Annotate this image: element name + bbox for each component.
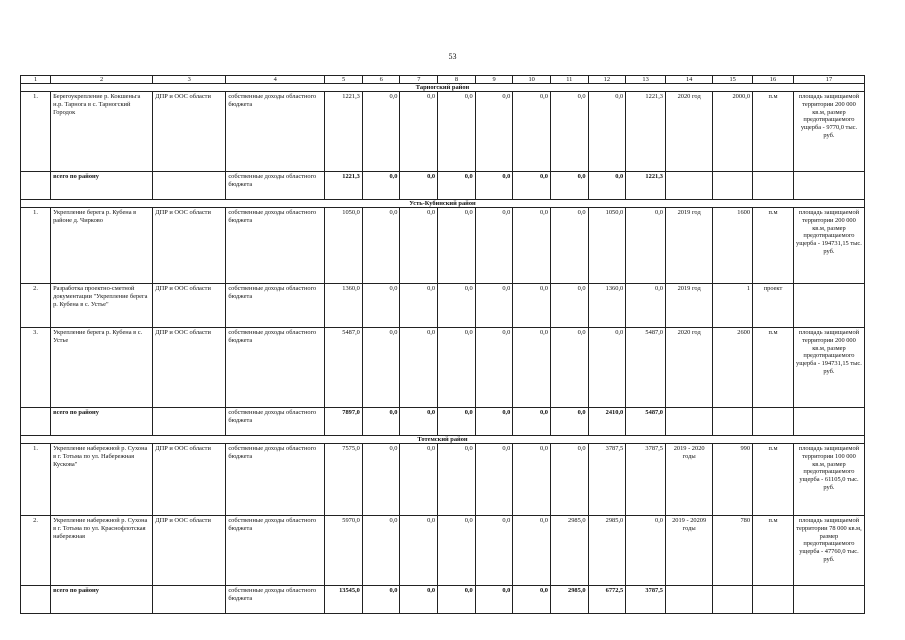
total-row [21, 586, 865, 614]
table-cell [666, 172, 713, 200]
table-cell: 0,0 [362, 92, 400, 172]
table-cell: 13545,0 [325, 586, 363, 614]
district-row [21, 84, 865, 92]
table-cell: 0,0 [513, 284, 551, 328]
table-cell: 7575,0 [325, 444, 363, 516]
table-cell: 0,0 [438, 444, 476, 516]
table-cell: 1050,0 [325, 208, 363, 284]
table-cell [713, 586, 753, 614]
table-cell: 0,0 [513, 586, 551, 614]
table-cell: 0,0 [475, 586, 513, 614]
table-cell: собственные доходы областного бюджета [226, 516, 325, 586]
table-cell: площадь защищаемой территории 78 000 кв.м, размер предотвращаемого ущерба - 47760,0 тыс. руб. [793, 516, 864, 586]
table-cell [753, 586, 794, 614]
table-cell [793, 284, 864, 328]
table-cell: 2600 [713, 328, 753, 408]
column-header: 4 [226, 76, 325, 84]
table-cell: 0,0 [475, 408, 513, 436]
table-cell: 2019 - 20209 годы [666, 516, 713, 586]
district-row [21, 436, 865, 444]
table-cell: 1360,0 [325, 284, 363, 328]
table-cell: 2985,0 [588, 516, 626, 586]
table-cell: 0,0 [400, 284, 438, 328]
district-row [21, 200, 865, 208]
table-cell: площадь защищаемой территории 200 000 кв.м, размер предотвращаемого ущерба - 9770,0 тыс. руб. [793, 92, 864, 172]
table-cell: ДПР и ООС области [153, 444, 226, 516]
table-cell: 0,0 [475, 328, 513, 408]
table-cell: 5970,0 [325, 516, 363, 586]
table-cell: 0,0 [362, 284, 400, 328]
table-cell [753, 408, 794, 436]
table-cell: 1221,3 [325, 172, 363, 200]
table-cell: 0,0 [400, 444, 438, 516]
table-cell: 0,0 [550, 208, 588, 284]
table-cell: 0,0 [588, 328, 626, 408]
table-cell: 0,0 [513, 208, 551, 284]
table-cell [153, 408, 226, 436]
table-cell [21, 172, 51, 200]
page-number: 53 [448, 52, 457, 61]
district-title: Усть-Кубинский район [21, 200, 865, 208]
table-cell: 3787,5 [588, 444, 626, 516]
table-cell: 0,0 [475, 516, 513, 586]
table-cell: 0,0 [400, 408, 438, 436]
table-cell: 2020 год [666, 328, 713, 408]
table-cell: 0,0 [550, 408, 588, 436]
table-cell: площадь защищаемой территории 200 000 кв.м, размер предотвращаемого ущерба - 194731,15 тыс. руб. [793, 208, 864, 284]
table-cell: п.м [753, 444, 794, 516]
column-header: 8 [438, 76, 476, 84]
table-cell [713, 172, 753, 200]
column-header: 1 [21, 76, 51, 84]
table-cell: 1050,0 [588, 208, 626, 284]
table-cell: всего по району [51, 172, 153, 200]
table-cell: 0,0 [550, 92, 588, 172]
table-cell: 990 [713, 444, 753, 516]
table-cell: 1360,0 [588, 284, 626, 328]
table-cell [666, 586, 713, 614]
column-header: 12 [588, 76, 626, 84]
table-cell: 6772,5 [588, 586, 626, 614]
table-cell: 0,0 [513, 408, 551, 436]
table-cell: 0,0 [400, 92, 438, 172]
column-header: 16 [753, 76, 794, 84]
table-cell: собственные доходы областного бюджета [226, 408, 325, 436]
table-cell: 5487,0 [325, 328, 363, 408]
table-cell: 0,0 [400, 208, 438, 284]
district-title: Тарногский район [21, 84, 865, 92]
table-cell: 3787,5 [626, 586, 666, 614]
table-cell: 5487,0 [626, 408, 666, 436]
table-cell [153, 586, 226, 614]
table-cell [793, 172, 864, 200]
table-cell: Укрепление берега р. Кубена в с. Устье [51, 328, 153, 408]
table-cell: п.м [753, 208, 794, 284]
table-row [21, 208, 865, 284]
table-cell [153, 172, 226, 200]
table-row [21, 516, 865, 586]
column-header: 2 [51, 76, 153, 84]
table-cell: 0,0 [475, 284, 513, 328]
table-cell: 0,0 [588, 172, 626, 200]
table-cell: ДПР и ООС области [153, 92, 226, 172]
table-cell: 0,0 [588, 92, 626, 172]
district-title: Тотемский район [21, 436, 865, 444]
table-cell: 1. [21, 208, 51, 284]
table-cell: ДПР и ООС области [153, 516, 226, 586]
table-cell: ДПР и ООС области [153, 284, 226, 328]
table-cell: 0,0 [513, 172, 551, 200]
table-cell: 0,0 [513, 328, 551, 408]
table-cell: 0,0 [438, 172, 476, 200]
table-cell: собственные доходы областного бюджета [226, 444, 325, 516]
table-cell: 3. [21, 328, 51, 408]
table-cell: 0,0 [400, 328, 438, 408]
table-cell: 0,0 [438, 92, 476, 172]
table-cell: п.м [753, 328, 794, 408]
table-row [21, 92, 865, 172]
column-header: 11 [550, 76, 588, 84]
table-cell: п.м [753, 92, 794, 172]
table-cell: всего по району [51, 586, 153, 614]
table-cell: 0,0 [438, 586, 476, 614]
table-cell: собственные доходы областного бюджета [226, 92, 325, 172]
total-row [21, 172, 865, 200]
table-cell: 1600 [713, 208, 753, 284]
table-cell: 0,0 [513, 516, 551, 586]
table-cell: собственные доходы областного бюджета [226, 284, 325, 328]
table-cell: 2000,0 [713, 92, 753, 172]
table-cell: Укрепление набережной р. Сухона в г. Тотьма по ул. Набережная Кускова" [51, 444, 153, 516]
column-header: 14 [666, 76, 713, 84]
table-cell: п.м [753, 516, 794, 586]
table-cell: 0,0 [400, 516, 438, 586]
table-cell: 0,0 [475, 92, 513, 172]
table-cell: 0,0 [438, 328, 476, 408]
column-header: 9 [475, 76, 513, 84]
table-cell: 0,0 [550, 328, 588, 408]
table-cell: 0,0 [362, 444, 400, 516]
column-header: 6 [362, 76, 400, 84]
table-cell: 0,0 [362, 328, 400, 408]
table-cell: собственные доходы областного бюджета [226, 172, 325, 200]
table-cell: 1. [21, 92, 51, 172]
table-cell: 1 [713, 284, 753, 328]
table-cell: 0,0 [362, 208, 400, 284]
table-cell: 2019 - 2020 годы [666, 444, 713, 516]
table-cell: 2020 год [666, 92, 713, 172]
table-cell: 3787,5 [626, 444, 666, 516]
column-header: 5 [325, 76, 363, 84]
table-cell: собственные доходы областного бюджета [226, 328, 325, 408]
table-cell: 0,0 [362, 516, 400, 586]
column-header: 17 [793, 76, 864, 84]
column-header: 3 [153, 76, 226, 84]
table-cell: 780 [713, 516, 753, 586]
table-cell [793, 586, 864, 614]
table-cell [666, 408, 713, 436]
table-cell: 0,0 [438, 408, 476, 436]
table-cell: 0,0 [362, 586, 400, 614]
table-cell [753, 172, 794, 200]
table-cell: 7897,0 [325, 408, 363, 436]
table-cell: Берегоукрепление р. Кокшеньга н.р. Тарнога в с. Тарногский Городок [51, 92, 153, 172]
column-header: 7 [400, 76, 438, 84]
table-cell: 0,0 [438, 516, 476, 586]
budget-table [20, 75, 865, 614]
table-cell: 0,0 [513, 92, 551, 172]
column-header-row [21, 76, 865, 84]
table-cell: площадь защищаемой территории 200 000 кв.м, размер предотвращаемого ущерба - 194731,15 тыс. руб. [793, 328, 864, 408]
table-cell: всего по району [51, 408, 153, 436]
table-cell: 1221,3 [626, 172, 666, 200]
table-cell: 0,0 [475, 444, 513, 516]
table-cell: 0,0 [550, 172, 588, 200]
table-cell: 2985,0 [550, 586, 588, 614]
table-cell: 0,0 [475, 208, 513, 284]
table-cell: 0,0 [626, 284, 666, 328]
table-cell: проект [753, 284, 794, 328]
table-cell: 2. [21, 284, 51, 328]
table-cell: 0,0 [362, 408, 400, 436]
table-cell: собственные доходы областного бюджета [226, 208, 325, 284]
table-cell: 2. [21, 516, 51, 586]
column-header: 13 [626, 76, 666, 84]
table-cell [21, 408, 51, 436]
column-header: 10 [513, 76, 551, 84]
total-row [21, 408, 865, 436]
table-cell: 0,0 [550, 284, 588, 328]
table-cell: 0,0 [626, 516, 666, 586]
table-row [21, 284, 865, 328]
table-cell: Укрепление берега р. Кубена в районе д. Чирково [51, 208, 153, 284]
table-cell: 5487,0 [626, 328, 666, 408]
table-cell [21, 586, 51, 614]
table-cell: 1221,3 [325, 92, 363, 172]
table-cell: 2410,0 [588, 408, 626, 436]
table-cell: 1. [21, 444, 51, 516]
table-cell: площадь защищаемой территории 100 000 кв.м, размер предотвращаемого ущерба - 61105,0 тыс. руб. [793, 444, 864, 516]
table-cell: ДПР и ООС области [153, 208, 226, 284]
table-cell [793, 408, 864, 436]
table-cell: 2019 год [666, 208, 713, 284]
table-cell: 0,0 [438, 208, 476, 284]
table-cell: 0,0 [626, 208, 666, 284]
table-cell: 0,0 [475, 172, 513, 200]
table-cell: 2019 год [666, 284, 713, 328]
table-cell: 0,0 [550, 444, 588, 516]
table-cell: Укрепление набережной р. Сухона в г. Тотьма по ул. Краснофлотская набережная [51, 516, 153, 586]
table-cell: собственные доходы областного бюджета [226, 586, 325, 614]
column-header: 15 [713, 76, 753, 84]
table-cell: 2985,0 [550, 516, 588, 586]
table-cell [713, 408, 753, 436]
table-cell: 0,0 [400, 586, 438, 614]
table-cell: 0,0 [513, 444, 551, 516]
table-row [21, 444, 865, 516]
table-cell: Разработка проектно-сметной документации "Укрепление берега р. Кубена в с. Устье" [51, 284, 153, 328]
table-cell: 0,0 [362, 172, 400, 200]
table-cell: ДПР и ООС области [153, 328, 226, 408]
table-cell: 0,0 [400, 172, 438, 200]
table-cell: 0,0 [438, 284, 476, 328]
table-row [21, 328, 865, 408]
table-cell: 1221,3 [626, 92, 666, 172]
